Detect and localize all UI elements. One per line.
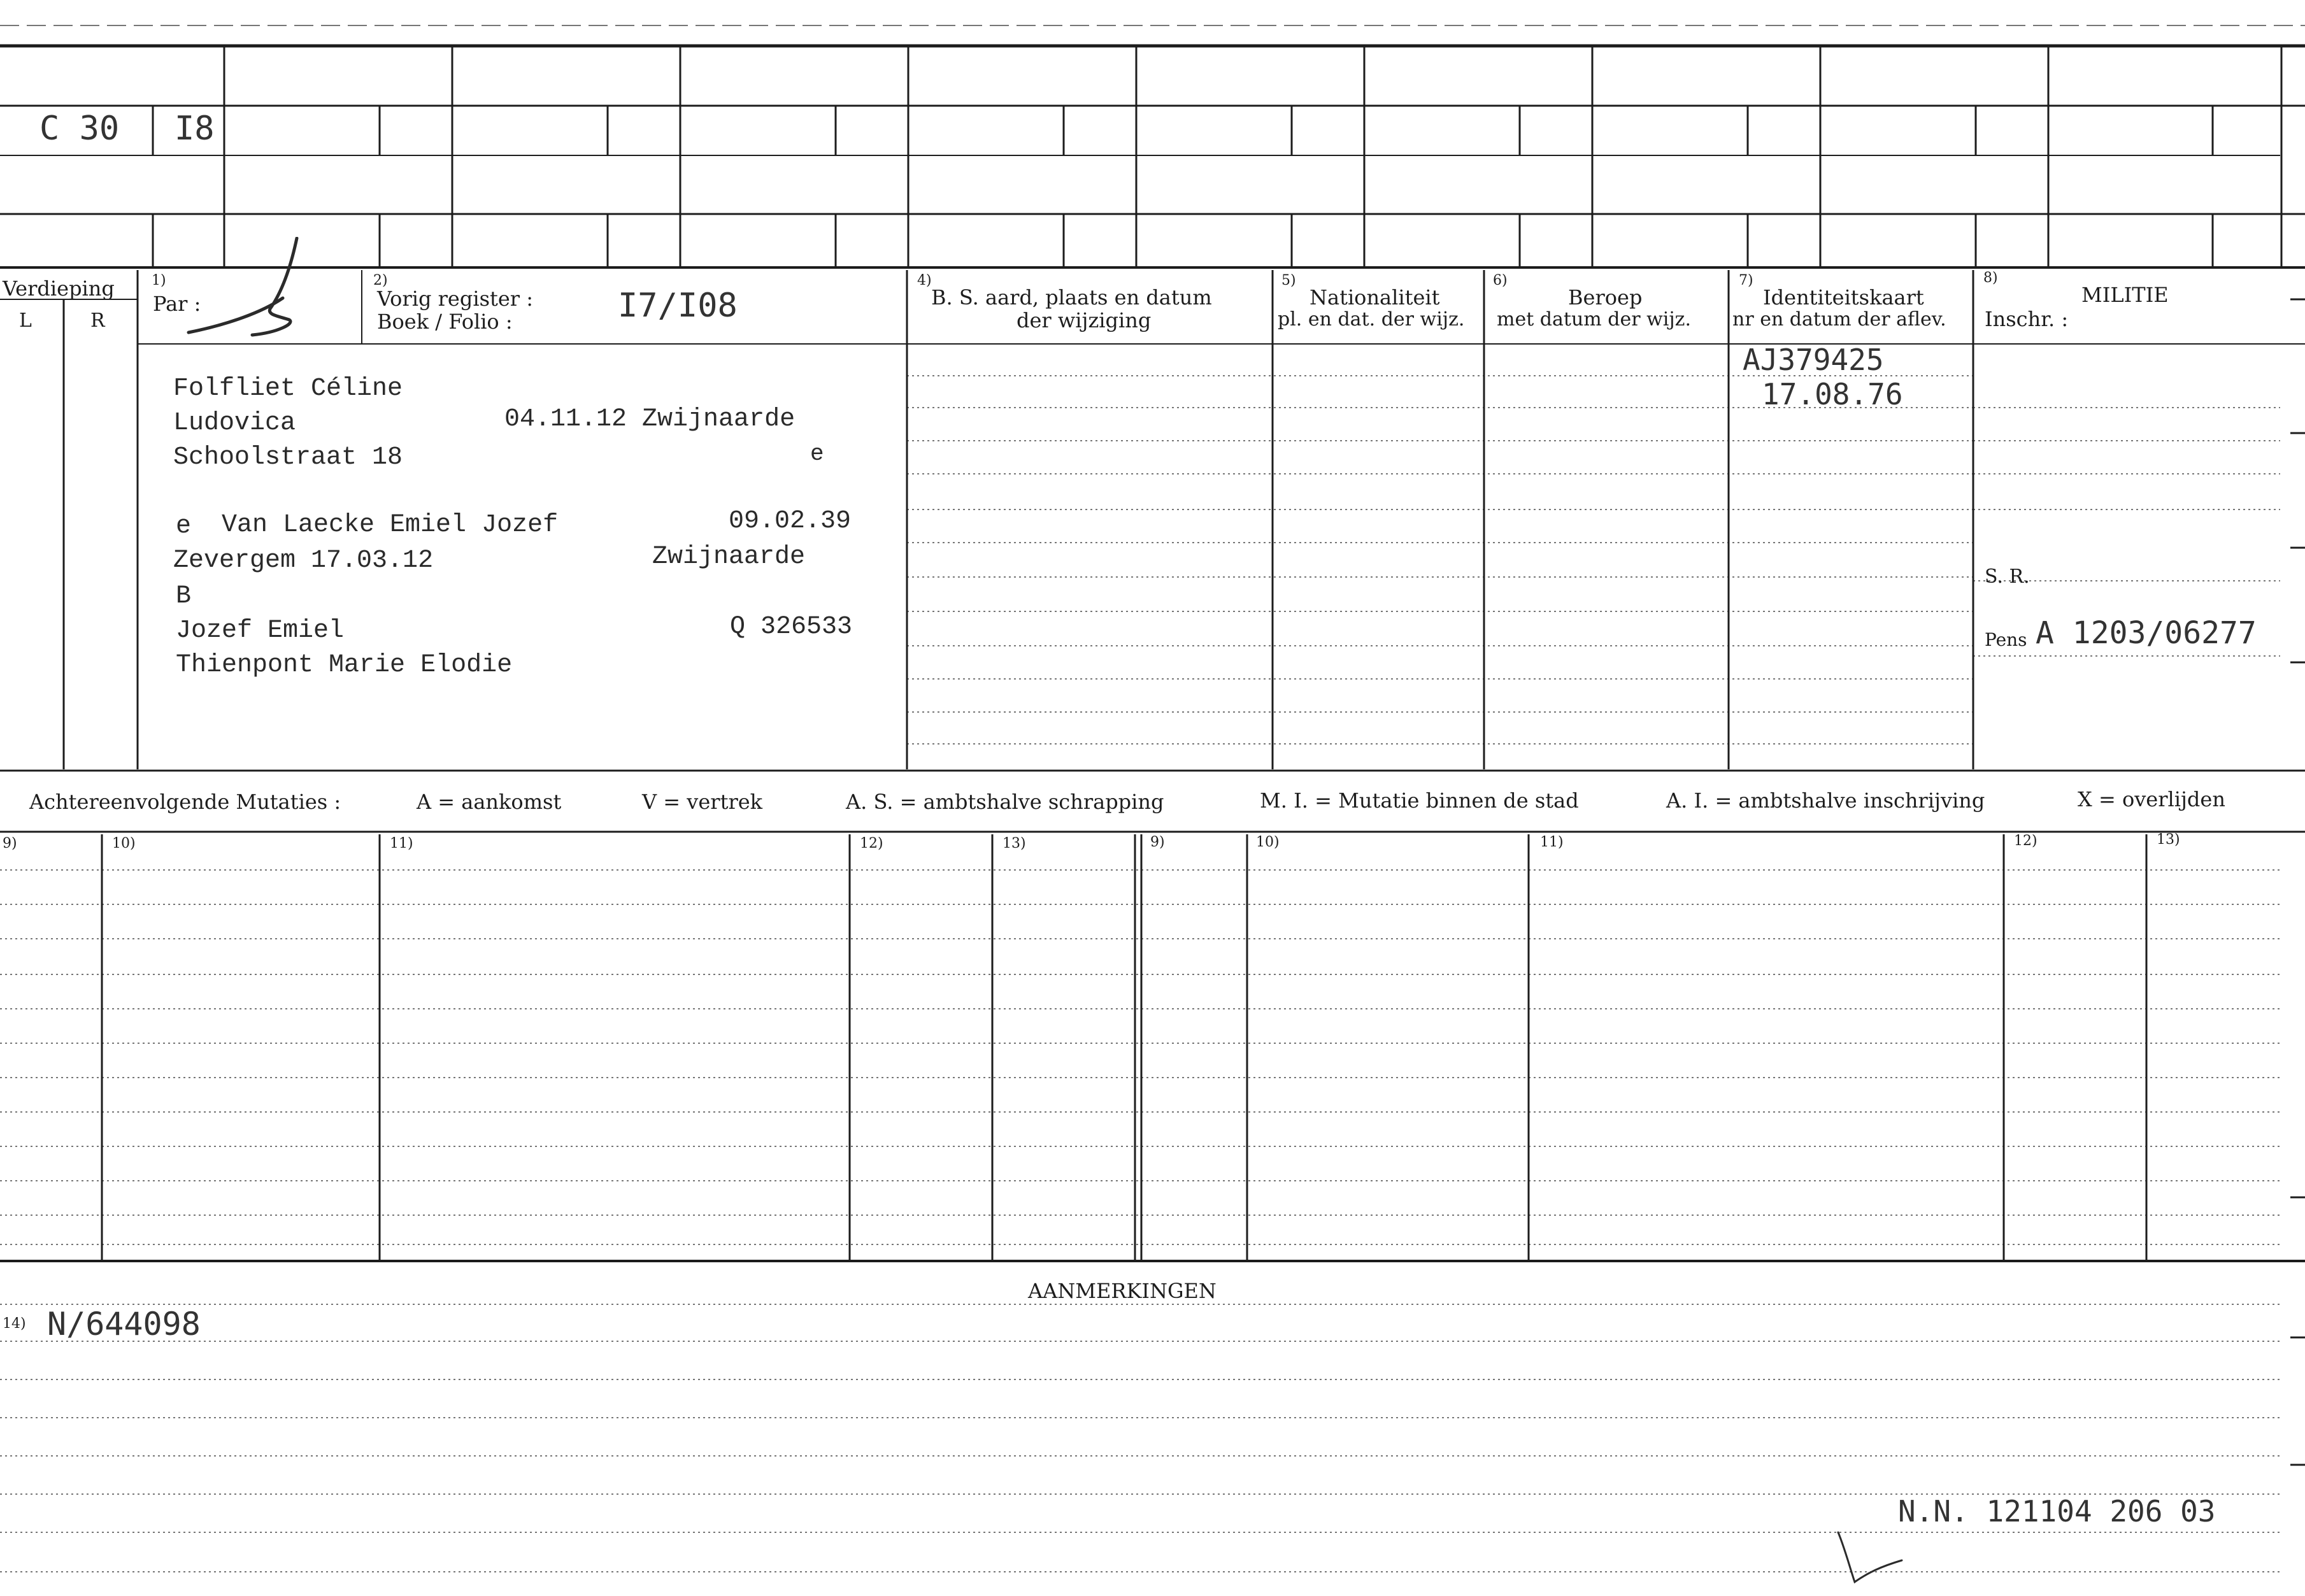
verdieping-r: R — [90, 310, 105, 332]
person-birth: 04.11.12 Zwijnaarde — [504, 405, 796, 434]
aanmerkingen-value: N/644098 — [47, 1306, 201, 1343]
mutatie-binnen-stad: M. I. = Mutatie binnen de stad — [1260, 788, 1579, 813]
verdieping-l: L — [19, 310, 32, 332]
col-10: 10) — [112, 836, 136, 851]
footnote-8: 8) — [1983, 270, 1998, 286]
beroep-subheading: met datum der wijz. — [1497, 308, 1691, 331]
col-13-right: 13) — [2157, 832, 2180, 848]
col-11: 11) — [390, 836, 413, 851]
footnote-2: 2) — [373, 273, 388, 289]
mutatie-vertrek: V = vertrek — [642, 790, 763, 814]
nationaliteit-heading: Nationaliteit — [1309, 285, 1440, 310]
person-given-name: Ludovica — [173, 409, 296, 438]
pens-label: Pens — [1985, 629, 2027, 650]
spouse-place: Zwijnaarde — [652, 543, 806, 571]
bs-heading-line1: B. S. aard, plaats en datum — [931, 285, 1212, 310]
col-9: 9) — [3, 836, 17, 851]
footnote-4: 4) — [917, 273, 932, 289]
spouse-prefix: e — [176, 512, 192, 541]
mother-name: Thienpont Marie Elodie — [176, 651, 513, 680]
mutatie-inschrijving: A. I. = ambtshalve inschrijving — [1666, 788, 1985, 813]
col-9-right: 9) — [1150, 834, 1165, 850]
col-13: 13) — [1003, 836, 1026, 851]
footnote-5: 5) — [1281, 273, 1296, 289]
par-label: Par : — [153, 292, 201, 316]
verdieping-label: Verdieping — [3, 276, 115, 301]
vorig-register-label: Vorig register : — [377, 287, 534, 311]
mutaties-title: Achtereenvolgende Mutaties : — [29, 790, 341, 814]
boek-folio-label: Boek / Folio : — [377, 310, 513, 334]
nationaliteit-subheading: pl. en dat. der wijz. — [1278, 308, 1465, 331]
bs-heading-line2: der wijziging — [1017, 308, 1152, 332]
sr-label: S. R. — [1985, 566, 2030, 588]
pens-value: A 1203/06277 — [2036, 615, 2257, 651]
checkmark-icon — [1836, 1528, 1906, 1586]
person-address: Schoolstraat 18 — [173, 443, 403, 472]
mutatie-overlijden: X = overlijden — [2078, 787, 2225, 811]
militie-heading: MILITIE — [2081, 283, 2169, 307]
col-12-right: 12) — [2014, 833, 2037, 849]
mutatie-aankomst: A = aankomst — [417, 790, 562, 814]
spouse-birth: Zevergem 17.03.12 — [173, 546, 434, 575]
signature-icon — [182, 237, 399, 345]
footnote-14: 14) — [3, 1316, 26, 1332]
mutatie-schrapping: A. S. = ambtshalve schrapping — [846, 790, 1164, 814]
identiteitskaart-heading: Identiteitskaart — [1763, 285, 1924, 310]
person-name: Folfliet Céline — [173, 374, 403, 403]
code-field: C 30 — [39, 110, 120, 148]
footnote-7: 7) — [1739, 273, 1753, 289]
footnote-1: 1) — [152, 273, 166, 289]
person-mark: e — [810, 441, 824, 467]
number-field: I8 — [175, 110, 215, 148]
col-10-right: 10) — [1256, 834, 1280, 850]
spouse-name: Van Laecke Emiel Jozef — [222, 511, 559, 539]
father-name: Jozef Emiel — [176, 616, 345, 645]
col-11-right: 11) — [1540, 834, 1564, 850]
marriage-date: 09.02.39 — [729, 507, 852, 536]
inschr-label: Inschr. : — [1985, 307, 2069, 331]
status-letter: B — [176, 582, 192, 611]
col-12: 12) — [860, 836, 883, 851]
id-card-date: 17.08.76 — [1762, 377, 1903, 411]
national-number: N.N. 121104 206 03 — [1898, 1494, 2216, 1528]
reference-number: Q 326533 — [730, 613, 853, 641]
aanmerkingen-title: AANMERKINGEN — [1028, 1279, 1217, 1303]
identiteitskaart-subheading: nr en datum der aflev. — [1732, 308, 1946, 331]
footnote-6: 6) — [1493, 273, 1508, 289]
register-value: I7/I08 — [618, 287, 738, 325]
id-card-number: AJ379425 — [1743, 343, 1884, 377]
beroep-heading: Beroep — [1568, 285, 1643, 310]
